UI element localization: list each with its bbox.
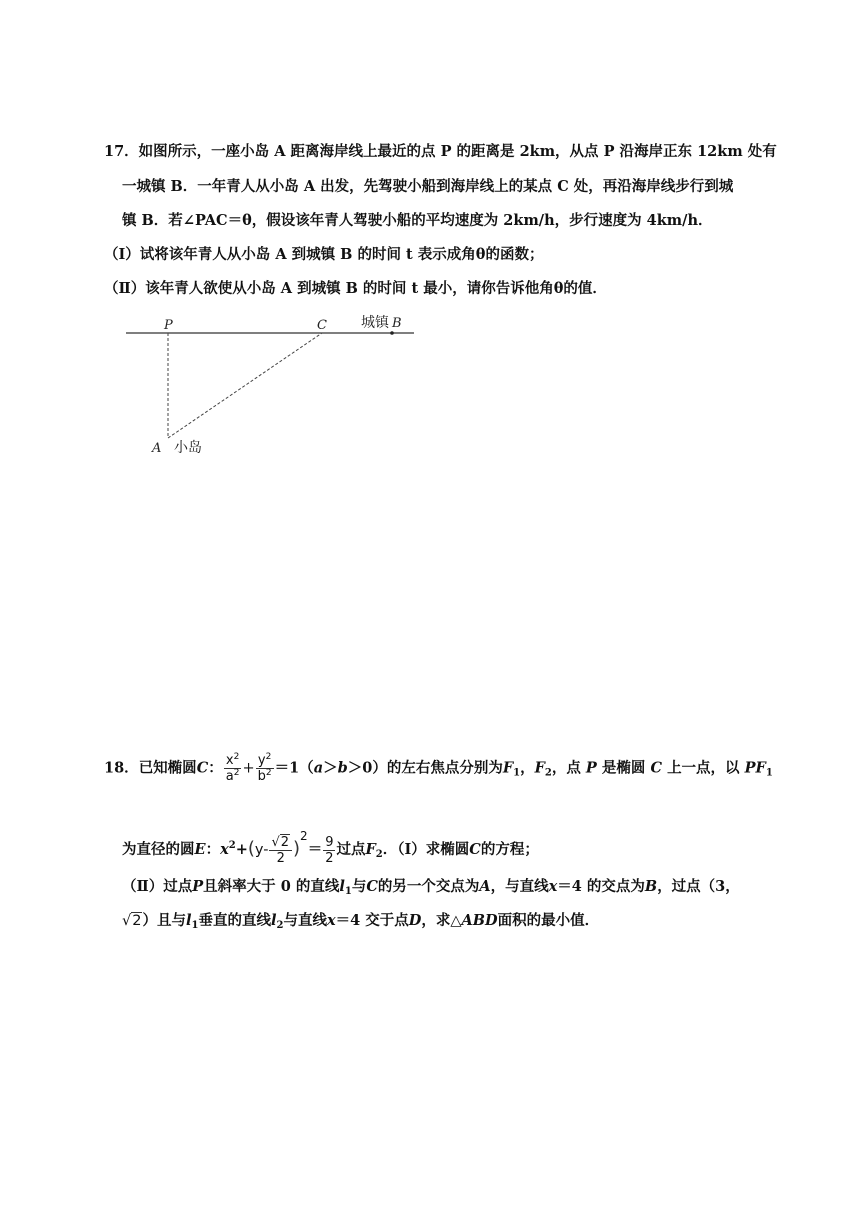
q18-line1: 18．已知椭圆C： $\frac{x^2}{a^2}$ + $\frac{y^2}{b^2}$ ＝1（a＞b＞0）的左右焦点分别为$F_1$，$F_2$，点 P 是椭圆 C 上一点，以 $PF_1$ bbox=[104, 752, 773, 784]
q17-part2: （Ⅱ）该年青人欲使从小岛 A 到城镇 B 的时间 t 最小，请你告诉他角θ的值． bbox=[104, 280, 607, 297]
q17-part1: （Ⅰ）试将该年青人从小岛 A 到城镇 B 的时间 t 表示成角θ的函数； bbox=[104, 246, 544, 263]
q17-figure bbox=[120, 312, 420, 462]
label-C: C bbox=[317, 318, 327, 333]
q18-line2: 为直径的圆E：$x^2+(y-$ $\frac{√2}{2}$ )$^2$＝ $\frac{9}{2}$ 过点$F_2$．（Ⅰ）求椭圆C的方程； bbox=[122, 829, 539, 866]
label-A: A bbox=[152, 441, 162, 456]
fraction-9-over-2: $\frac{9}{2}$ bbox=[325, 834, 334, 866]
q17-line3: 镇 B．若∠PAC＝θ，假设该年青人驾驶小船的平均速度为 2km/h，步行速度为 4km/h． bbox=[122, 212, 713, 229]
point-B bbox=[390, 331, 394, 335]
label-P: P bbox=[164, 318, 173, 333]
q18-line3: （Ⅱ）过点P且斜率大于 0 的直线$l_1$与C的另一个交点为A，与直线x＝4 的交点为B，过点（3， bbox=[122, 878, 740, 897]
label-island: 小岛 bbox=[174, 440, 202, 456]
fraction-x2-a2: $\frac{x^2}{a^2}$ bbox=[225, 752, 240, 784]
label-B: B bbox=[392, 316, 402, 331]
fraction-y2-b2: $\frac{y^2}{b^2}$ bbox=[257, 752, 272, 784]
sqrt-2: √2 bbox=[122, 913, 142, 929]
q17-line1: 17．如图所示，一座小岛 A 距离海岸线上最近的点 P 的距离是 2km，从点 P 沿海岸正东 12km 处有 bbox=[104, 143, 777, 160]
segment-AC bbox=[168, 333, 322, 438]
q17-line2: 一城镇 B．一年青人从小岛 A 出发，先驾驶小船到海岸线上的某点 C 处，再沿海岸线步行到城 bbox=[122, 178, 734, 195]
q18-line4: √2）且与$l_1$垂直的直线$l_2$与直线x＝4 交于点D，求△ABD面积的最小值． bbox=[122, 912, 600, 931]
fraction-sqrt2-over-2: $\frac{√2}{2}$ bbox=[269, 835, 292, 866]
label-town: 城镇 bbox=[361, 315, 389, 331]
